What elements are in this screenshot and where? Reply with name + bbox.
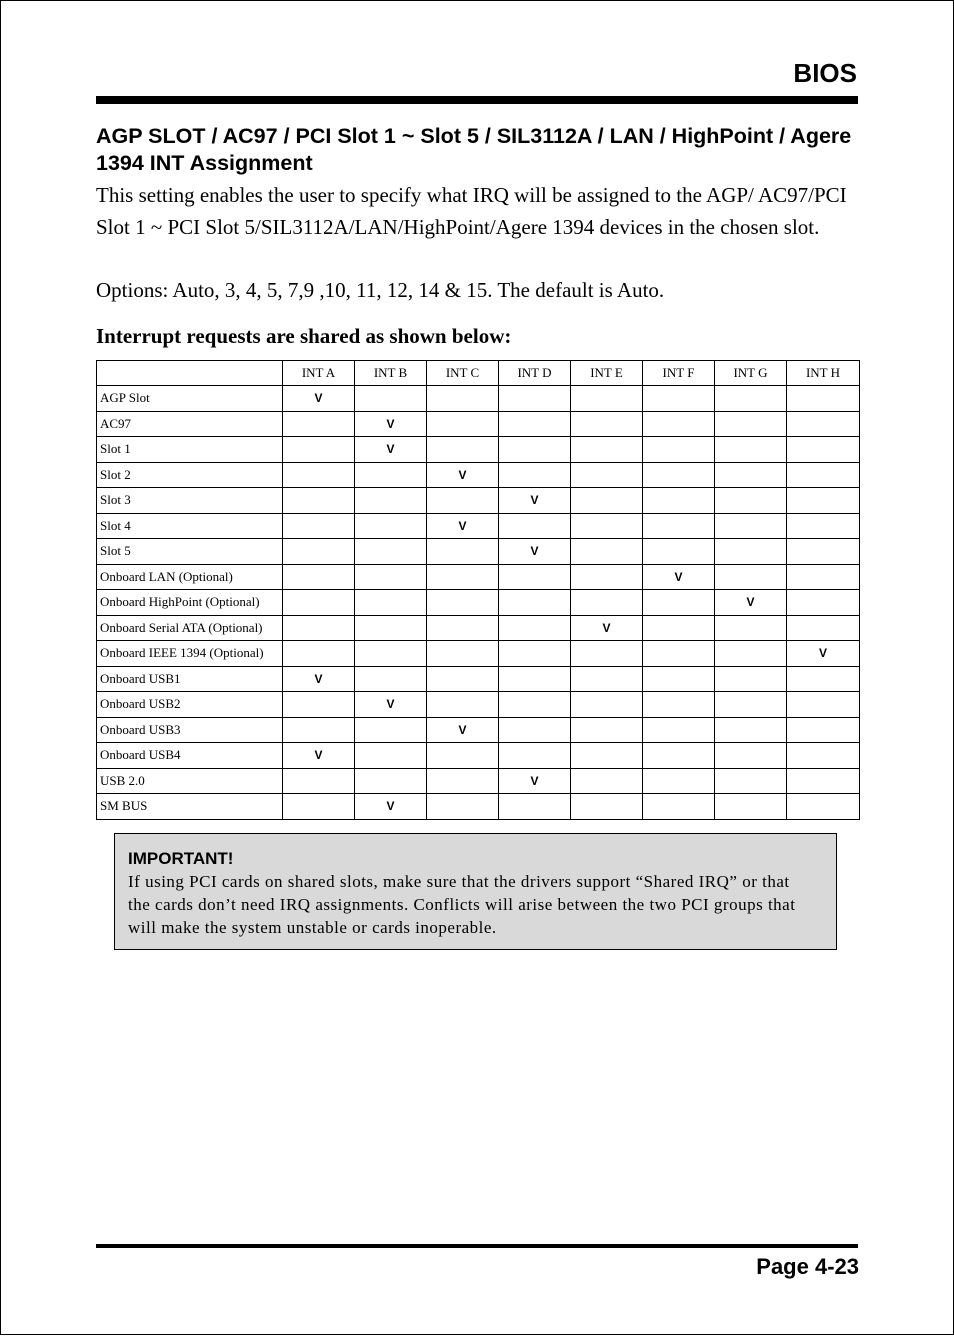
header-corner [97, 361, 283, 386]
empty-cell [787, 590, 860, 616]
empty-cell [715, 386, 787, 412]
empty-cell [643, 411, 715, 437]
table-row [97, 386, 860, 412]
empty-cell [499, 437, 571, 463]
empty-cell [427, 615, 499, 641]
table-row [97, 615, 860, 641]
empty-cell [715, 564, 787, 590]
assignment-mark: V [355, 692, 427, 718]
empty-cell [715, 743, 787, 769]
table-row [97, 539, 860, 565]
row-label: Onboard HighPoint (Optional) [97, 590, 283, 616]
empty-cell [571, 717, 643, 743]
row-label: AC97 [97, 411, 283, 437]
empty-cell [643, 386, 715, 412]
empty-cell [787, 794, 860, 820]
empty-cell [571, 437, 643, 463]
empty-cell [715, 717, 787, 743]
table-row [97, 641, 860, 667]
empty-cell [355, 386, 427, 412]
empty-cell [715, 513, 787, 539]
empty-cell [643, 513, 715, 539]
row-label: USB 2.0 [97, 768, 283, 794]
empty-cell [499, 513, 571, 539]
empty-cell [355, 564, 427, 590]
assignment-mark: V [643, 564, 715, 590]
empty-cell [643, 462, 715, 488]
empty-cell [283, 411, 355, 437]
row-label: Slot 2 [97, 462, 283, 488]
empty-cell [427, 743, 499, 769]
empty-cell [643, 437, 715, 463]
empty-cell [499, 743, 571, 769]
column-header: INT G [715, 361, 787, 386]
empty-cell [715, 462, 787, 488]
empty-cell [787, 564, 860, 590]
empty-cell [499, 411, 571, 437]
irq-table [96, 360, 860, 820]
empty-cell [715, 488, 787, 514]
empty-cell [427, 564, 499, 590]
page-number: Page 4-23 [756, 1254, 859, 1279]
empty-cell [283, 462, 355, 488]
table-row [97, 794, 860, 820]
row-label: Onboard USB1 [97, 666, 283, 692]
row-label: SM BUS [97, 794, 283, 820]
table-row [97, 768, 860, 794]
empty-cell [715, 794, 787, 820]
empty-cell [427, 666, 499, 692]
empty-cell [355, 488, 427, 514]
row-label: Slot 5 [97, 539, 283, 565]
assignment-mark: V [427, 462, 499, 488]
empty-cell [283, 641, 355, 667]
empty-cell [427, 539, 499, 565]
empty-cell [499, 590, 571, 616]
empty-cell [643, 666, 715, 692]
table-caption: Interrupt requests are shared as shown below: [96, 324, 512, 348]
empty-cell [787, 743, 860, 769]
empty-cell [571, 386, 643, 412]
empty-cell [499, 462, 571, 488]
empty-cell [643, 539, 715, 565]
assignment-mark: V [427, 717, 499, 743]
table-row [97, 692, 860, 718]
row-label: AGP Slot [97, 386, 283, 412]
empty-cell [787, 615, 860, 641]
header-rule [96, 96, 858, 104]
empty-cell [283, 488, 355, 514]
empty-cell [283, 692, 355, 718]
empty-cell [499, 615, 571, 641]
empty-cell [355, 666, 427, 692]
empty-cell [571, 488, 643, 514]
empty-cell [427, 768, 499, 794]
empty-cell [643, 641, 715, 667]
empty-cell [787, 513, 860, 539]
empty-cell [355, 717, 427, 743]
empty-cell [715, 666, 787, 692]
empty-cell [787, 411, 860, 437]
section-description: This setting enables the user to specify what IRQ will be assigned to the AGP/ AC97/PCI Slot 1 ~ PCI Slot 5/SIL3112A/LAN/HighPoint/Agere 1394 devices in the chosen slot. [96, 183, 847, 239]
empty-cell [715, 641, 787, 667]
empty-cell [355, 768, 427, 794]
row-label: Onboard IEEE 1394 (Optional) [97, 641, 283, 667]
empty-cell [499, 641, 571, 667]
table-row [97, 590, 860, 616]
table-row [97, 717, 860, 743]
empty-cell [355, 539, 427, 565]
assignment-mark: V [427, 513, 499, 539]
empty-cell [643, 590, 715, 616]
empty-cell [427, 692, 499, 718]
table-header-row [97, 361, 860, 386]
empty-cell [571, 794, 643, 820]
empty-cell [427, 411, 499, 437]
row-label: Slot 1 [97, 437, 283, 463]
row-label: Onboard USB3 [97, 717, 283, 743]
empty-cell [499, 692, 571, 718]
row-label: Onboard USB2 [97, 692, 283, 718]
empty-cell [283, 539, 355, 565]
column-header: INT C [427, 361, 499, 386]
assignment-mark: V [715, 590, 787, 616]
column-header: INT B [355, 361, 427, 386]
empty-cell [355, 641, 427, 667]
section-title: AGP SLOT / AC97 / PCI Slot 1 ~ Slot 5 / SIL3112A / LAN / HighPoint / Agere 1394 INT Assignment [96, 124, 852, 175]
empty-cell [499, 717, 571, 743]
empty-cell [787, 717, 860, 743]
empty-cell [715, 692, 787, 718]
empty-cell [427, 386, 499, 412]
empty-cell [643, 717, 715, 743]
empty-cell [571, 641, 643, 667]
empty-cell [283, 615, 355, 641]
empty-cell [499, 564, 571, 590]
empty-cell [571, 462, 643, 488]
important-text: If using PCI cards on shared slots, make sure that the drivers support “Shared IRQ” or that the cards don’t need IRQ assignments. Conflicts will arise between the two PCI groups that will make the system unstable or cards inoperable. [128, 872, 796, 937]
table-row [97, 666, 860, 692]
assignment-mark: V [787, 641, 860, 667]
empty-cell [427, 437, 499, 463]
assignment-mark: V [355, 437, 427, 463]
empty-cell [787, 437, 860, 463]
empty-cell [571, 564, 643, 590]
header-title: BIOS [793, 58, 857, 88]
assignment-mark: V [499, 488, 571, 514]
table-row [97, 564, 860, 590]
empty-cell [715, 411, 787, 437]
assignment-mark: V [499, 768, 571, 794]
empty-cell [427, 488, 499, 514]
empty-cell [571, 666, 643, 692]
table-row [97, 488, 860, 514]
empty-cell [427, 641, 499, 667]
empty-cell [283, 794, 355, 820]
table-row [97, 437, 860, 463]
empty-cell [427, 794, 499, 820]
important-title: IMPORTANT! [128, 849, 234, 868]
empty-cell [499, 666, 571, 692]
empty-cell [571, 539, 643, 565]
section-options: Options: Auto, 3, 4, 5, 7,9 ,10, 11, 12, 14 & 15. The default is Auto. [96, 278, 665, 302]
empty-cell [283, 717, 355, 743]
empty-cell [571, 743, 643, 769]
empty-cell [787, 768, 860, 794]
table-row [97, 462, 860, 488]
empty-cell [787, 666, 860, 692]
column-header: INT F [643, 361, 715, 386]
column-header: INT D [499, 361, 571, 386]
empty-cell [283, 590, 355, 616]
column-header: INT H [787, 361, 860, 386]
row-label: Onboard LAN (Optional) [97, 564, 283, 590]
row-label: Slot 3 [97, 488, 283, 514]
empty-cell [715, 615, 787, 641]
empty-cell [283, 564, 355, 590]
empty-cell [643, 615, 715, 641]
empty-cell [787, 692, 860, 718]
empty-cell [427, 590, 499, 616]
empty-cell [787, 539, 860, 565]
empty-cell [715, 437, 787, 463]
empty-cell [355, 615, 427, 641]
empty-cell [355, 513, 427, 539]
empty-cell [571, 411, 643, 437]
empty-cell [715, 539, 787, 565]
empty-cell [787, 462, 860, 488]
empty-cell [571, 590, 643, 616]
empty-cell [787, 386, 860, 412]
important-notice [114, 833, 837, 950]
empty-cell [571, 513, 643, 539]
row-label: Onboard USB4 [97, 743, 283, 769]
empty-cell [643, 743, 715, 769]
table-row [97, 743, 860, 769]
empty-cell [355, 590, 427, 616]
table-row [97, 411, 860, 437]
empty-cell [643, 768, 715, 794]
column-header: INT E [571, 361, 643, 386]
empty-cell [571, 692, 643, 718]
assignment-mark: V [283, 743, 355, 769]
empty-cell [715, 768, 787, 794]
empty-cell [499, 794, 571, 820]
assignment-mark: V [571, 615, 643, 641]
row-label: Slot 4 [97, 513, 283, 539]
empty-cell [643, 488, 715, 514]
empty-cell [283, 513, 355, 539]
empty-cell [571, 768, 643, 794]
empty-cell [787, 488, 860, 514]
assignment-mark: V [283, 386, 355, 412]
row-label: Onboard Serial ATA (Optional) [97, 615, 283, 641]
empty-cell [499, 386, 571, 412]
empty-cell [643, 794, 715, 820]
column-header: INT A [283, 361, 355, 386]
footer-rule [96, 1244, 858, 1248]
empty-cell [283, 768, 355, 794]
empty-cell [355, 462, 427, 488]
empty-cell [643, 692, 715, 718]
assignment-mark: V [355, 794, 427, 820]
empty-cell [355, 743, 427, 769]
assignment-mark: V [499, 539, 571, 565]
assignment-mark: V [355, 411, 427, 437]
assignment-mark: V [283, 666, 355, 692]
empty-cell [283, 437, 355, 463]
table-row [97, 513, 860, 539]
